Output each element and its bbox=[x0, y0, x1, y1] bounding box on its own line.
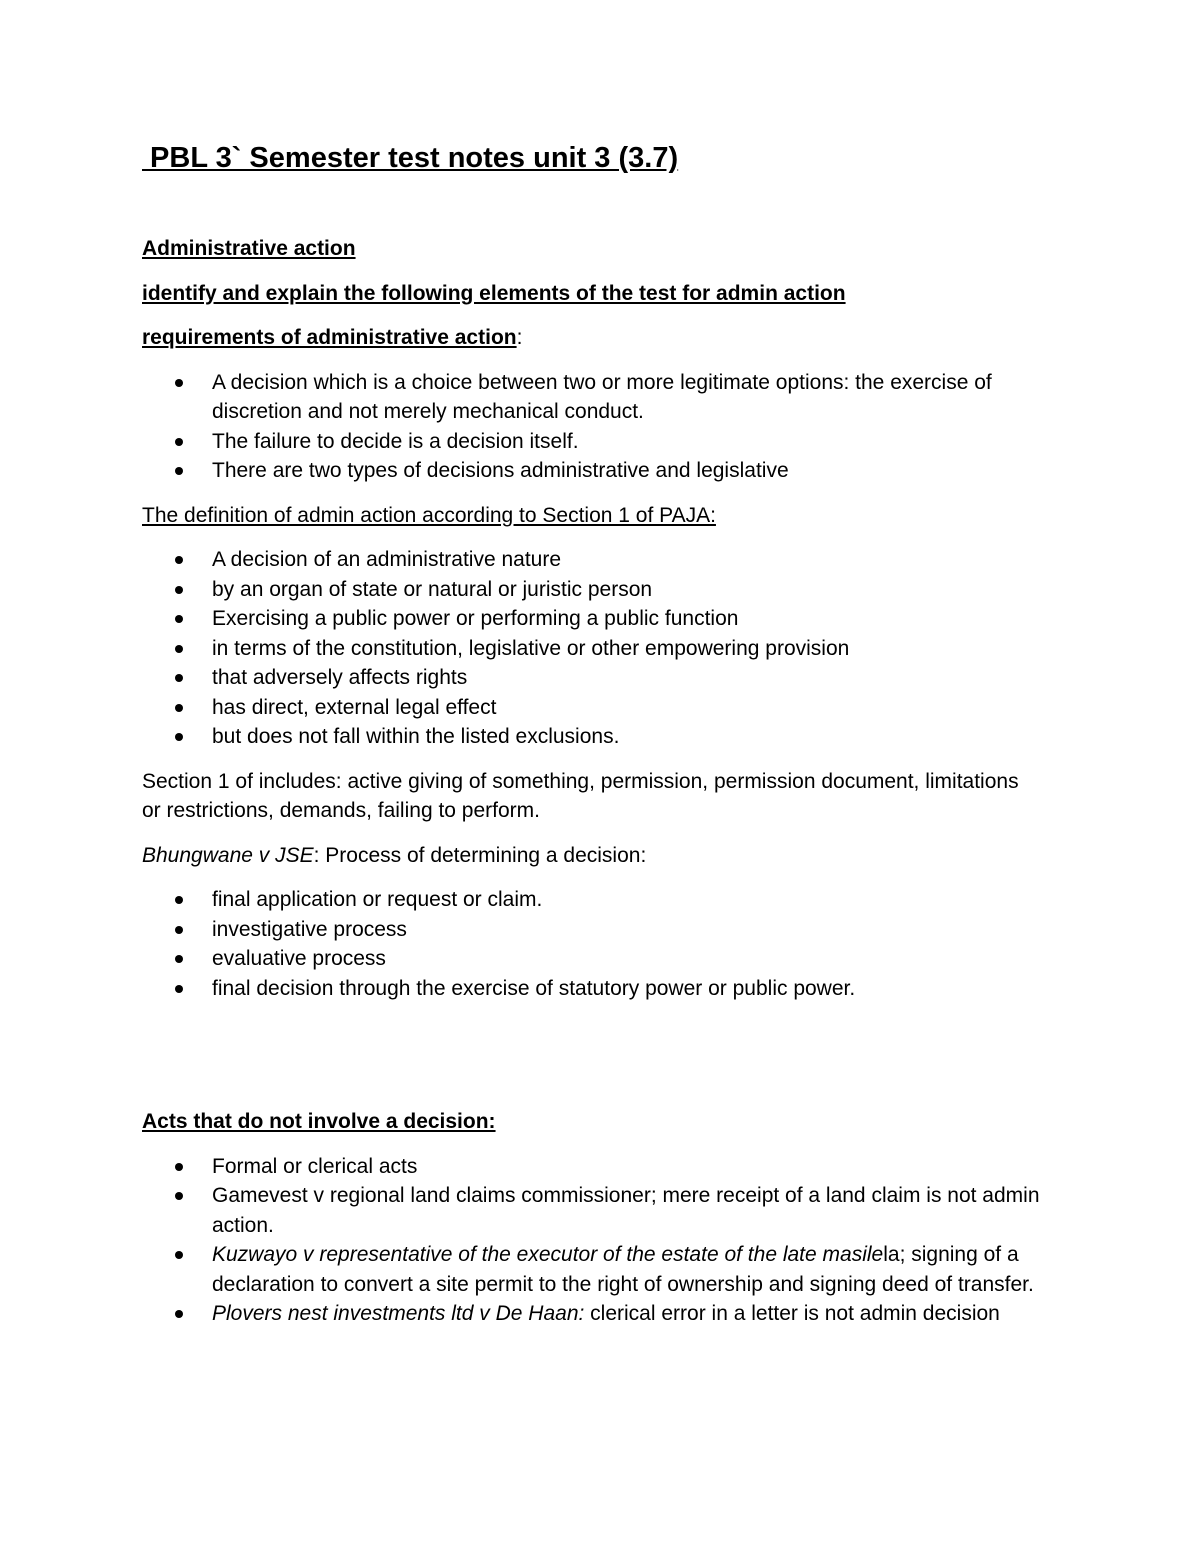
bullet-icon bbox=[175, 467, 183, 475]
page-title: PBL 3` Semester test notes unit 3 (3.7) bbox=[142, 142, 679, 174]
list-item bbox=[142, 944, 1042, 974]
requirements-colon: : bbox=[516, 326, 523, 349]
list-item-text: clerical error in a letter is not admin decision bbox=[584, 1302, 1000, 1325]
bullet-icon bbox=[175, 556, 183, 564]
list-item-text: evaluative process bbox=[212, 947, 386, 970]
list-item-text: final application or request or claim. bbox=[212, 888, 543, 911]
bullet-icon bbox=[175, 1310, 183, 1318]
bullet-icon bbox=[175, 985, 183, 993]
bullet-icon bbox=[175, 1251, 183, 1259]
bullet-icon bbox=[175, 955, 183, 963]
list-item bbox=[142, 604, 1042, 634]
acts-heading: Acts that do not involve a decision: bbox=[142, 1110, 496, 1133]
bhungwane-list bbox=[142, 885, 1042, 1003]
bullet-icon bbox=[175, 438, 183, 446]
document-content bbox=[142, 136, 1042, 1329]
list-item bbox=[142, 722, 1042, 752]
case-name-kuzwayo-rest: la bbox=[883, 1243, 900, 1266]
list-item bbox=[142, 1299, 1042, 1329]
list-item-text: by an organ of state or natural or juristic person bbox=[212, 577, 653, 601]
list-item-text: in terms of the constitution, legislative or other empowering provision bbox=[212, 636, 850, 660]
list-item bbox=[142, 368, 1042, 427]
list-item bbox=[142, 1152, 1042, 1182]
bullet-icon bbox=[175, 674, 183, 682]
bullet-icon bbox=[175, 1192, 183, 1200]
list-item bbox=[142, 575, 1042, 605]
includes-paragraph: Section 1 of includes: active giving of something, permission, permission document, limitations or restrictions, demands, failing to perform. bbox=[142, 769, 1019, 822]
list-item bbox=[142, 1240, 1042, 1299]
bhungwane-paragraph bbox=[142, 841, 1042, 871]
list-item-text: has direct, external legal effect bbox=[212, 695, 497, 719]
list-item-text: Formal or clerical acts bbox=[212, 1154, 418, 1178]
case-name-bhungwane: Bhungwane v JSE bbox=[142, 843, 314, 867]
list-item bbox=[142, 634, 1042, 664]
list-item bbox=[142, 456, 1042, 486]
case-name-kuzwayo: Kuzwayo v representative of the executor of the estate of the late masile bbox=[212, 1243, 884, 1266]
list-item bbox=[142, 427, 1042, 457]
list-item-text: that adversely affects rights bbox=[212, 666, 468, 689]
list-item-text: Exercising a public power or performing a public function bbox=[212, 607, 739, 630]
bhungwane-text: : Process of determining a decision: bbox=[313, 843, 647, 867]
requirements-heading: requirements of administrative action bbox=[142, 326, 517, 349]
bullet-icon bbox=[175, 704, 183, 712]
list-item-text: but does not fall within the listed exclusions. bbox=[212, 725, 620, 748]
section-heading-administrative-action: Administrative action bbox=[142, 237, 356, 260]
bullet-icon bbox=[175, 586, 183, 594]
definition-list bbox=[142, 545, 1042, 752]
list-item-text: Gamevest v regional land claims commissioner; mere receipt of a land claim is not admin action. bbox=[212, 1184, 1040, 1237]
list-item bbox=[142, 1181, 1042, 1240]
list-item-text: A decision which is a choice between two or more legitimate options: the exercise of discretion and not merely mechanical conduct. bbox=[212, 370, 992, 423]
definition-heading: The definition of admin action according to Section 1 of PAJA: bbox=[142, 503, 716, 527]
list-item bbox=[142, 885, 1042, 915]
list-item bbox=[142, 974, 1042, 1004]
list-item-text: A decision of an administrative nature bbox=[212, 548, 562, 571]
bullet-icon bbox=[175, 896, 183, 904]
list-item bbox=[142, 545, 1042, 575]
acts-list bbox=[142, 1152, 1042, 1329]
list-item bbox=[142, 693, 1042, 723]
bullet-icon bbox=[175, 379, 183, 387]
list-item bbox=[142, 663, 1042, 693]
bullet-icon bbox=[175, 645, 183, 653]
bullet-icon bbox=[175, 1163, 183, 1171]
list-item-text: investigative process bbox=[212, 917, 407, 941]
bullet-icon bbox=[175, 733, 183, 741]
list-item-text: There are two types of decisions administrative and legislative bbox=[212, 459, 789, 482]
list-item-text: final decision through the exercise of statutory power or public power. bbox=[212, 976, 856, 1000]
case-name-plovers: Plovers nest investments ltd v De Haan: bbox=[212, 1302, 585, 1325]
list-item bbox=[142, 915, 1042, 945]
list-item-text: ; signing of a declaration to convert a site permit to the right of ownership and signing deed of transfer. bbox=[212, 1243, 1034, 1296]
list-item-text: The failure to decide is a decision itself. bbox=[212, 429, 579, 453]
requirements-list bbox=[142, 368, 1042, 486]
section-subheading: identify and explain the following elements of the test for admin action bbox=[142, 281, 846, 305]
bullet-icon bbox=[175, 926, 183, 934]
requirements-heading-line bbox=[142, 323, 1042, 353]
bullet-icon bbox=[175, 615, 183, 623]
